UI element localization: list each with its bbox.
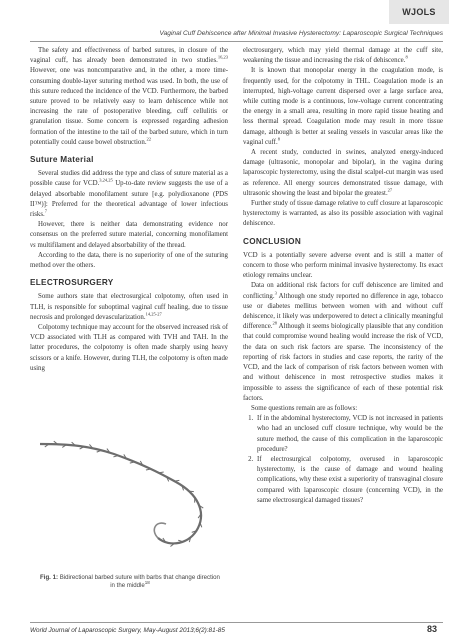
section-heading-suture-material: Suture Material: [30, 155, 94, 165]
paragraph: According to the data, there is no superiority of one of the suturing method over the others.: [30, 251, 228, 270]
section-heading-electrosurgery: ELECTROSURGERY: [30, 278, 114, 288]
page-number: 83: [426, 624, 437, 634]
paragraph: Some authors state that electrosurgical colpotomy, often used in TLH, is responsible for suboptimal vaginal cuff healing, due to tissue necrosis and prolonged devascularization.$^{14,25-27}$: [30, 293, 228, 321]
electrosurgery-paragraphs: [30, 292, 228, 374]
electrosurgery-continued-paragraphs: [243, 46, 443, 230]
paragraph: electrosurgery, which may yield thermal damage at the cuff site, weakening the tissue and increasing the risk of dehiscence.$^8$: [243, 47, 443, 65]
paragraph: VCD is a potentially severe adverse event and is still a matter of concern to those who perform minimal invasive hysterectomy. Its exact etiology remains unclear.: [243, 251, 443, 280]
suture-barb: [174, 480, 179, 481]
question-item: 1. If in the abdominal hysterectomy, VCD is not increased in patients who had an unclosed cuff closure technique, why would be the suture method, the cause of this complication in the laparoscopic procedure?: [255, 414, 443, 455]
paragraph: The safety and effectiveness of barbed sutures, in closure of the vaginal cuff, has already been demonstrated in two studies.$^{16,23}$ However, one was noncomparative and, in the other, a more time-consuming double-layer suturing method was used. In both, the use of this suture reduced the incidence of the VCD. Furthermore, the barbed suture proved to be relatively easy to learn dehiscence while not increasing the rate of postoperative bleeding, cuff cellulitis or granulation tissue. Some concern is expressed regarding adhesion formation of the intestine to the tail of the barbed suture, which in turn potentially could cause bowel obstruction.$^{22}$: [30, 47, 228, 146]
paragraph: Further study of tissue damage relative to cuff closure at laparoscopic hysterectomy is warranted, as also its possible association with vaginal dehiscence.: [243, 200, 443, 228]
header-rule: [30, 41, 443, 42]
conclusion-paragraphs: [243, 251, 443, 414]
barbed-suture-illustration: [30, 420, 228, 572]
questions-list: [243, 414, 443, 506]
paragraph: However, there is neither data demonstrating evidence nor consensus on the preferred suture material, concerning monofilament vs multifilament and delayed absorbability of the thread.: [30, 221, 228, 249]
footer-rule: [30, 622, 443, 623]
suture-paragraphs: [30, 169, 228, 271]
suture-barb: [189, 491, 194, 492]
intro-paragraphs: [30, 46, 228, 148]
running-title: Vaginal Cuff Dehiscence after Minimal Invasive Hysterectomy: Laparoscopic Surgical Techniques: [159, 30, 443, 37]
journal-badge: WJOLS: [389, 0, 449, 24]
paragraph: A recent study, conducted in swines, analyzed energy-induced damage (ultrasonic, monopolar and bipolar), in the vagina during laparoscopic hysterectomy, using the distal scalpel-cut margin was used as reference. All energy sources demonstrated tissue damage, with ultrasonic showing the least and bipolar the greatest.$^{27}$: [243, 149, 443, 197]
paragraph: Several studies did address the type and class of suture material as a possible cause for VCD.$^{3,24,25}$ Up-to-date review suggests the use of a delayed absorbable monofilament suture [e.g. polydioxanone (PDS II™)]: Preferred for the theoretical advantage of lower infectious risks.$^7$: [30, 170, 228, 219]
figure-caption-text: Bidirectional barbed suture with barbs that change direction in the middle$^{18}$: [59, 574, 220, 589]
section-heading-conclusion: CONCLUSION: [243, 236, 302, 246]
paragraph: It is known that monopolar energy in the coagulation mode, is frequently used, for the colpotomy in THL. Coagulation mode is an interrupted, high-voltage current dispersed over a large surface area, while cutting mode is a continuous, low-voltage current concentrating the energy in a small area, resulting in more rapid tissue heating and less thermal spread. Coagulation mode may result in more tissue damage, although is better at sealing vessels in vascular areas like the vaginal cuff.$^8$: [243, 67, 443, 146]
footer-citation: World Journal of Laparoscopic Surgery, May-August 2013;6(2):81-85: [30, 627, 225, 634]
left-column: [30, 46, 228, 374]
question-item: 2. If electrosurgical colpotomy, overused in laparoscopic hysterectomy, is the cause of damage and wound healing complications, why these exist a superiority of transvaginal closure compared with laparoscopic closure (concerning VCD), in the same electrosurgical damaged tissues?: [255, 455, 443, 506]
paragraph: Data on additional risk factors for cuff dehiscence are limited and conflicting.$^3$ Although one study reported no difference in age, tobacco use or diabetes mellitus between women with and without cuff dehiscence, it likely was underpowered to detect a clinically meaningful difference.$^{28}$ Although it seems biologically plausible that any condition that could compromise wound healing would increase the risk of VCD, the data on such risk factors are sparse. The inconsistency of the reporting of risk factors in studies and case reports, the rarity of the VCD, and the lack of comparison of risk factors between women with and without dehiscence in most retrospective studies makes it impossible to assess the significance of each of these potential risk factors.: [243, 282, 443, 402]
paragraph: Colpotomy technique may account for the observed increased risk of VCD associated with TLH as compared with TVH and TAH. In the latter procedures, the colpotomy is often made sharply using heavy scissors or a knife. However, during TLH, the colpotomy is often made using: [30, 324, 229, 372]
paragraph: Some questions remain are as follows:: [251, 404, 358, 412]
figure-1-barbed-suture-image: [30, 420, 228, 572]
figure-1-caption: [38, 574, 222, 590]
figure-caption-label: Fig. 1:: [40, 574, 58, 581]
right-column: [243, 46, 443, 506]
